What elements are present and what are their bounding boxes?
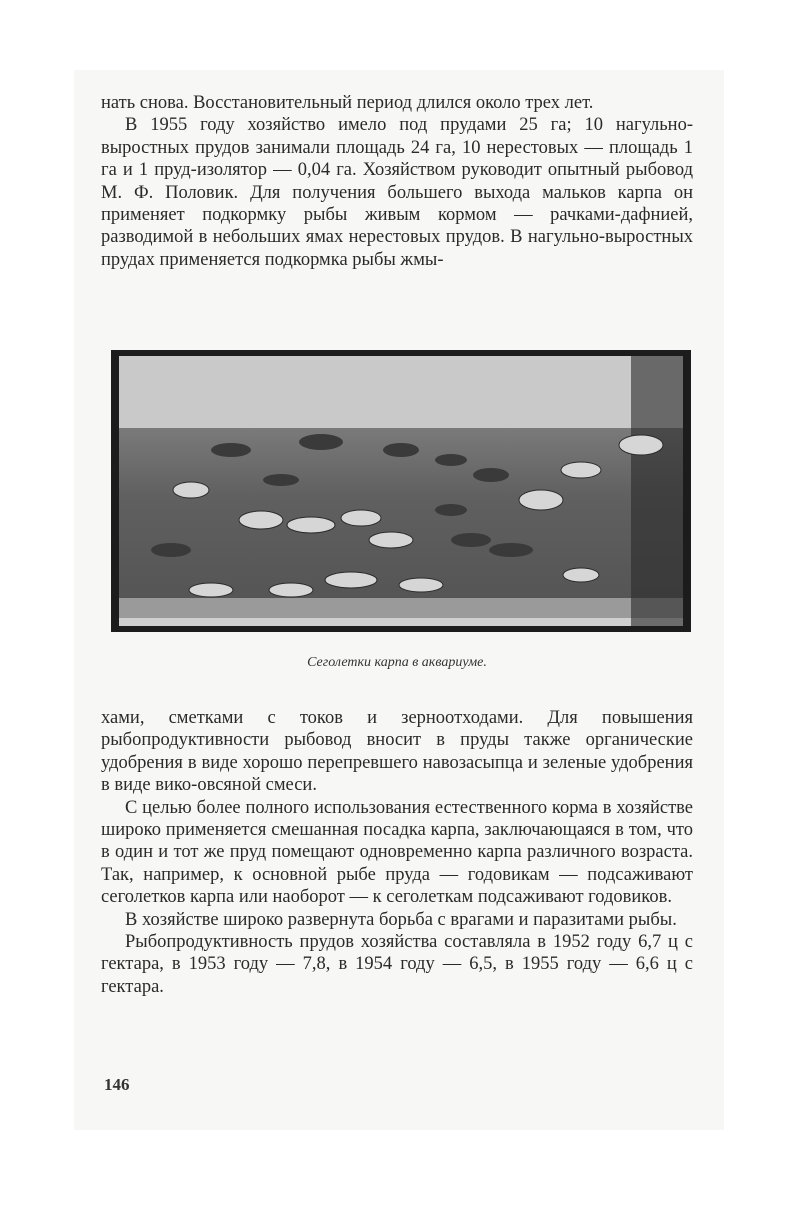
aquarium-photo [111, 350, 691, 632]
aquarium-photo-image [111, 350, 691, 632]
paragraph: Рыбопродуктивность прудов хозяйства составляла в 1952 году 6,7 ц с гектара, в 1953 году — 7,8, в 1954 году — 6,5, в 1955 году — 6,6 ц с гектара. [101, 932, 693, 997]
top-text-block [101, 92, 693, 271]
paragraph: В 1955 году хозяйство имело под прудами 25 га; 10 нагульно-выростных прудов занимали площадь 24 га, 10 нерестовых — площадь 1 га и 1 пруд-изолятор — 0,04 га. Хозяйством руководит опытный рыбовод М. Ф. Половик. Для получения большего выхода мальков карпа он применяет подкормку рыбы живым кормом — рачками-дафнией, разводимой в небольших ямах нерестовых прудов. В нагульно-выростных прудах применяется подкормка рыбы жмы- [101, 115, 693, 270]
paragraph: В хозяйстве широко развернута борьба с врагами и паразитами рыбы. [125, 909, 677, 930]
bottom-text-block [101, 707, 693, 998]
figure-caption: Сеголетки карпа в аквариуме. [307, 655, 487, 670]
paragraph: нать снова. Восстановительный период длился около трех лет. [101, 93, 594, 113]
paragraph: С целью более полного использования естественного корма в хозяйстве широко применяется смешанная посадка карпа, заключающаяся в том, что в один и тот же пруд помещают одновременно карпа различного возраста. Так, например, к основной рыбе пруда — годовикам — подсаживают сеголетков карпа или наоборот — к сеголеткам подсаживают годовиков. [101, 797, 693, 908]
page-number: 146 [104, 1075, 130, 1094]
paragraph: хами, сметками с токов и зерноотходами. Для повышения рыбопродуктивности рыбовод вносит в пруды также органические удобрения в виде хорошо перепревшего навозасыпца и зеленые удобрения в виде вико-овсяной смеси. [101, 708, 693, 796]
